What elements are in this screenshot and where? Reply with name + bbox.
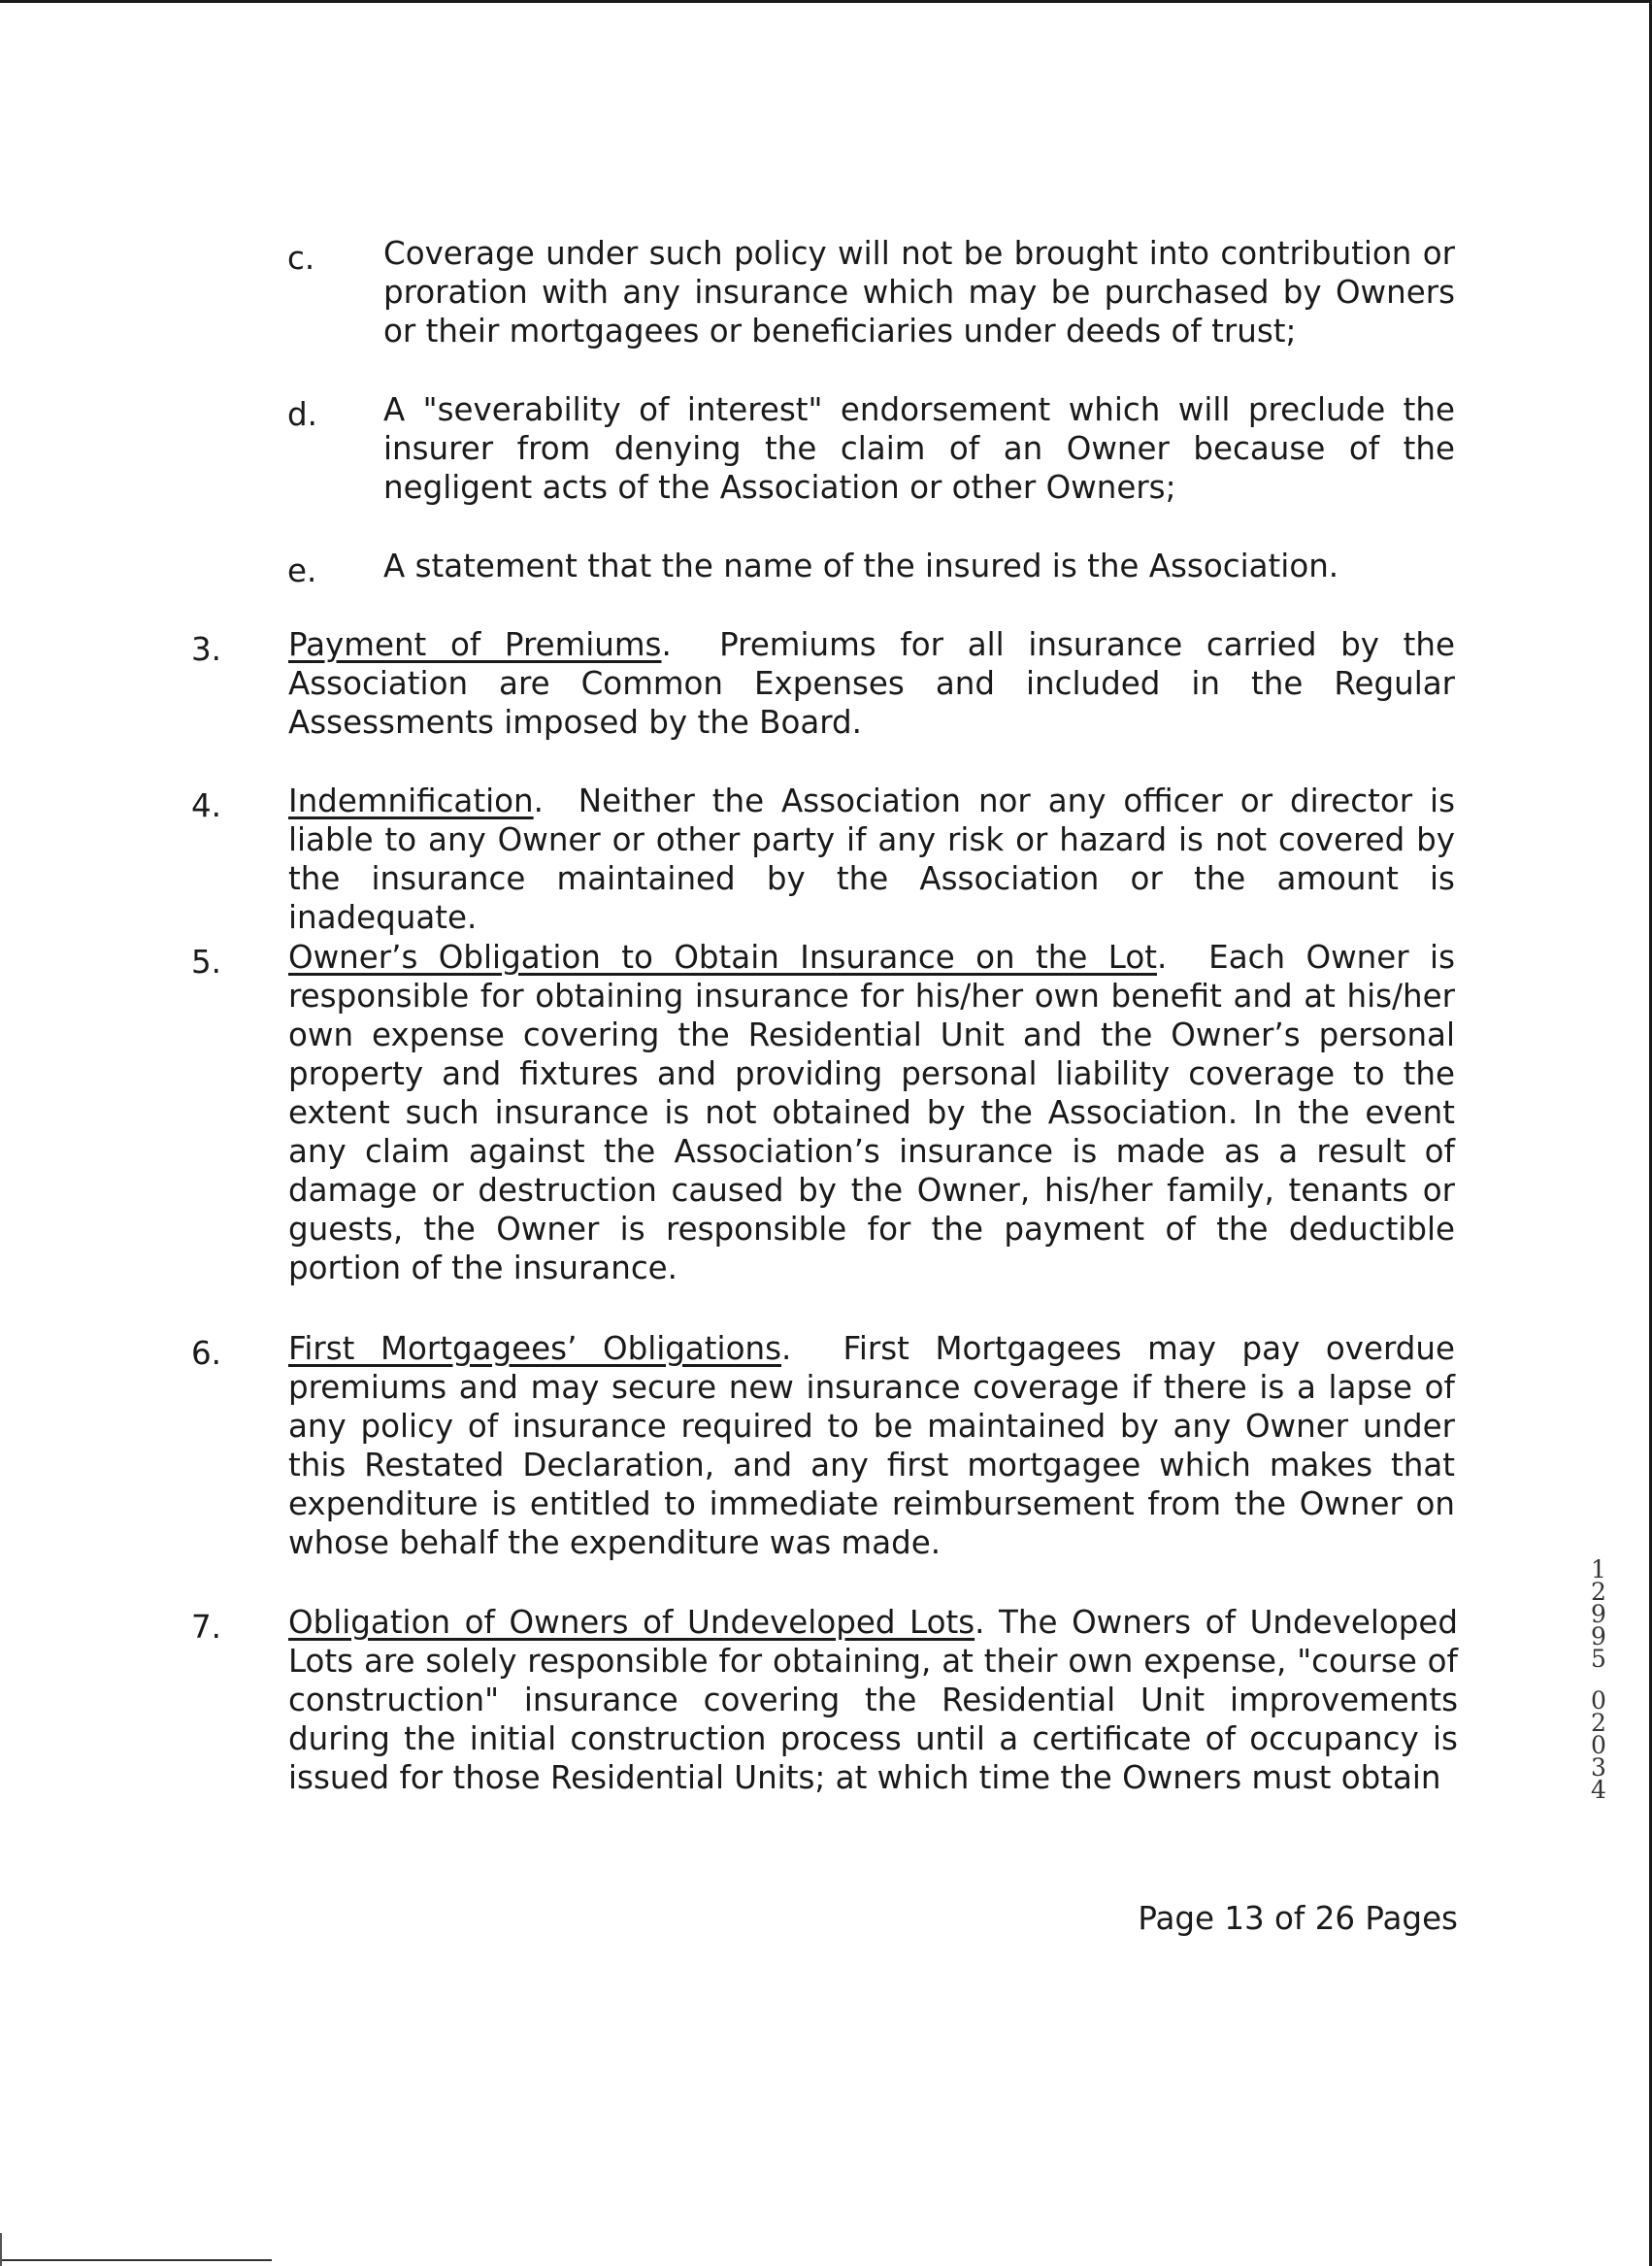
section-heading: Owner’s Obligation to Obtain Insurance on the Lot — [288, 939, 1157, 976]
stamp-digit: 2 — [1591, 1709, 1606, 1737]
section-body: Each Owner is responsible for obtaining insurance for his/her own benefit and at his/her own expense covering the Residential Unit and the Owner’s personal property and fixtures and providing personal liability coverage to the extent such insurance is not obtained by the Association. In the event any claim against the Association’s insurance is made as a result of damage or destruction caused by the Owner, his/her family, tenants or guests, the Owner is responsible for the payment of the deductible portion of the insurance. — [288, 939, 1455, 1286]
section-paragraph: Indemnification. Neither the Association nor any officer or director is liable to any Owner or other party if any risk or hazard is not covered by the insurance maintained by the Association or the amount is inadequate. — [288, 783, 1455, 936]
stamp-digit: 1 — [1591, 1555, 1606, 1583]
stamp-digit: 0 — [1591, 1731, 1606, 1759]
stamp-digit: 3 — [1591, 1753, 1606, 1782]
section-heading: Indemnification — [288, 783, 534, 819]
section-body: Premiums for all insurance carried by the Association are Common Expenses and included in the Regular Assessments imposed by the Board. — [288, 626, 1455, 741]
stamp-digit: 9 — [1591, 1600, 1606, 1628]
section-number: 6. — [191, 1335, 222, 1372]
stamp-digit: 9 — [1591, 1622, 1606, 1650]
scan-edge-left — [0, 2233, 2, 2266]
section-paragraph: Payment of Premiums. Premiums for all insurance carried by the Association are Common Expenses and included in the Regular Assessments imposed by the Board. — [288, 626, 1455, 741]
section-body: First Mortgagees may pay overdue premiums and may secure new insurance coverage if there is a lapse of any policy of insurance required to be maintained by any Owner under this Restated Declaration, and any first mortgagee which makes that expenditure is entitled to immediate reimbursement from the Owner on whose behalf the expenditure was made. — [288, 1330, 1455, 1561]
section-paragraph: Obligation of Owners of Undeveloped Lots. The Owners of Undeveloped Lots are solely responsible for obtaining, at their own expense, "course of construction" insurance covering the Residential Unit improvements during the initial construction process until a certificate of occupancy is issued for those Residential Units; at which time the Owners must obtain — [288, 1604, 1458, 1796]
page-number: Page 13 of 26 Pages — [1138, 1900, 1458, 1937]
scan-edge-top — [0, 0, 1652, 3]
subitem-text: A "severability of interest" endorsement which will preclude the insurer from denying the claim of an Owner because of the negligent acts of the Association or other Owners; — [383, 391, 1455, 506]
section-number: 3. — [191, 631, 222, 668]
stamp-digit: 4 — [1591, 1776, 1606, 1804]
scan-edge-bottom — [0, 2259, 272, 2261]
section-number: 4. — [191, 787, 222, 824]
stamp-digit: 0 — [1591, 1686, 1606, 1715]
section-heading: First Mortgagees’ Obligations — [288, 1330, 781, 1367]
subitem-label: e. — [287, 552, 317, 589]
section-number: 7. — [191, 1609, 222, 1646]
section-heading: Payment of Premiums — [288, 626, 662, 663]
section-number: 5. — [191, 944, 222, 981]
section-paragraph: First Mortgagees’ Obligations. First Mortgagees may pay overdue premiums and may secure new insurance coverage if there is a lapse of any policy of insurance required to be maintained by any Owner under this Restated Declaration, and any first mortgagee which makes that expenditure is entitled to immediate reimbursement from the Owner on whose behalf the expenditure was made. — [288, 1330, 1455, 1561]
section-heading: Obligation of Owners of Undeveloped Lots — [288, 1604, 975, 1641]
stamp-digit: 5 — [1591, 1645, 1606, 1673]
section-paragraph: Owner’s Obligation to Obtain Insurance on the Lot. Each Owner is responsible for obtaining insurance for his/her own benefit and at his/her own expense covering the Residential Unit and the Owner’s personal property and fixtures and providing personal liability coverage to the extent such insurance is not obtained by the Association. In the event any claim against the Association’s insurance is made as a result of damage or destruction caused by the Owner, his/her family, tenants or guests, the Owner is responsible for the payment of the deductible portion of the insurance. — [288, 939, 1455, 1286]
subitem-label: d. — [287, 396, 317, 433]
subitem-label: c. — [287, 240, 315, 277]
recording-stamp — [1574, 1555, 1623, 1804]
section-body: Neither the Association nor any officer or director is liable to any Owner or other party if any risk or hazard is not covered by the insurance maintained by the Association or the amount is inadequate. — [288, 783, 1455, 936]
subitem-text: Coverage under such policy will not be brought into contribution or proration with any insurance which may be purchased by Owners or their mortgagees or beneficiaries under deeds of trust; — [383, 235, 1455, 350]
stamp-digit: 2 — [1591, 1578, 1606, 1606]
section-body: The Owners of Undeveloped Lots are solely responsible for obtaining, at their own expense, "course of construction" insurance covering the Residential Unit improvements during the initial construction process until a certificate of occupancy is issued for those Residential Units; at which time the Owners must obtain — [288, 1604, 1458, 1796]
subitem-text: A statement that the name of the insured is the Association. — [383, 548, 1339, 584]
